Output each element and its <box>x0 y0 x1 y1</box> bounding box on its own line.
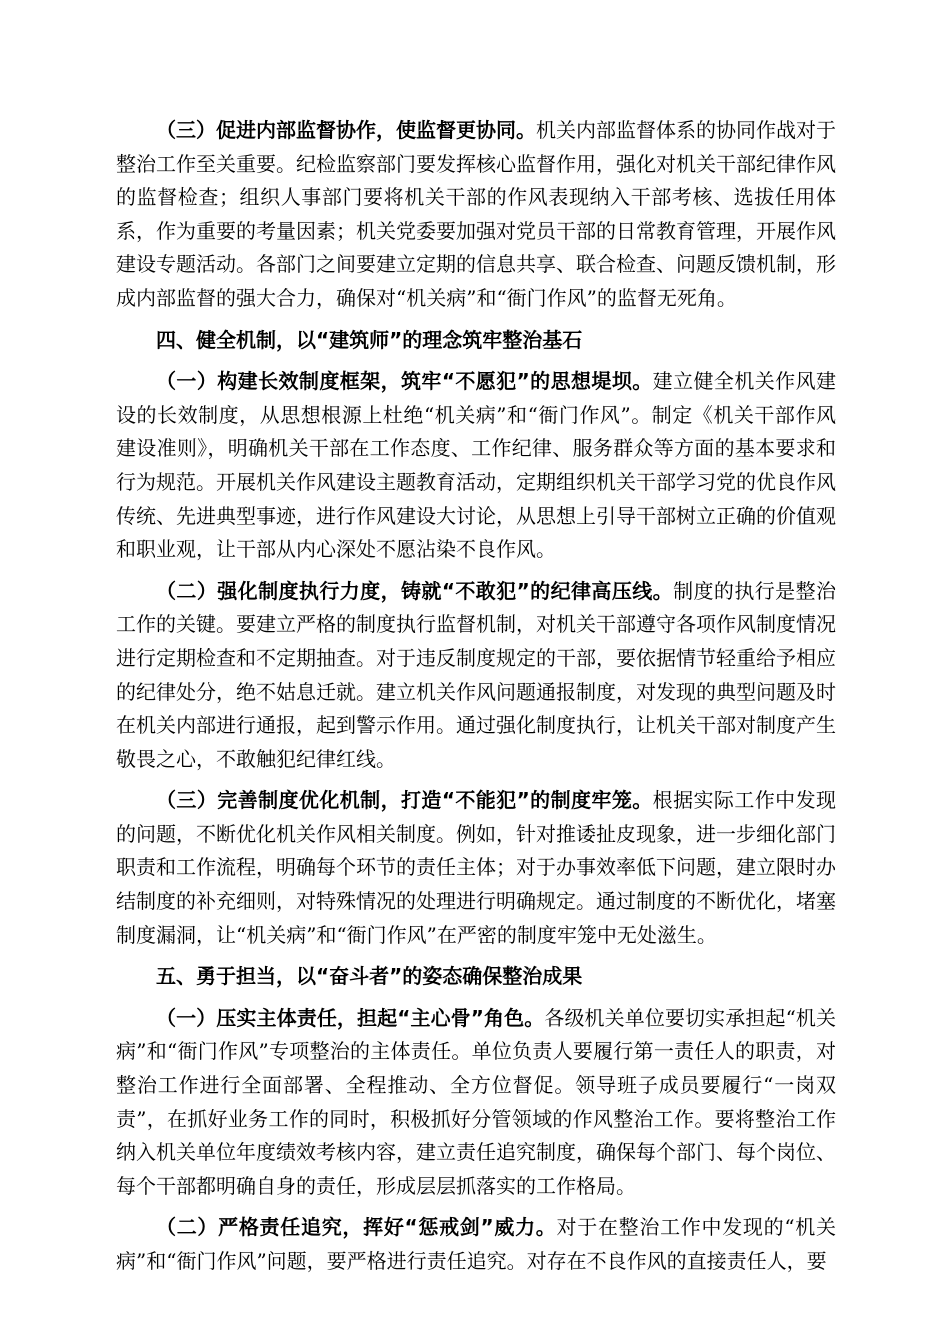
paragraph-lead: （三）促进内部监督协作，使监督更协同。 <box>156 118 536 142</box>
paragraph-lead: （一）构建长效制度框架，筑牢“不愿犯”的思想堤坝。 <box>156 369 653 394</box>
paragraph-5-1 <box>116 1002 836 1204</box>
paragraph-text: 对于在整治工作中发现的“机关病”和“衙门作风”问题，要严格进行责任追究。对存在不良作风的直接责任人，要 <box>116 1215 836 1273</box>
paragraph-lead: （二）严格责任追究，挥好“惩戒剑”威力。 <box>156 1215 557 1240</box>
paragraph-3-3 <box>116 114 836 316</box>
paragraph-4-2 <box>116 575 836 777</box>
paragraph-4-1 <box>116 365 836 567</box>
section-heading-4: 四、健全机制，以“建筑师”的理念筑牢整治基石 <box>156 327 583 352</box>
paragraph-lead: （一）压实主体责任，担起“主心骨”角色。 <box>156 1005 545 1030</box>
paragraph-text: 制度的执行是整治工作的关键。要建立严格的制度执行监督机制，对机关干部遵守各项作风制度情况进行定期检查和不定期抽查。对于违反制度规定的干部，要依据情节轻重给予相应的纪律处分，绝不姑息迁就。建立机关作风问题通报制度，对发现的典型问题及时在机关内部进行通报，起到警示作用。通过强化制度执行，让机关干部对制度产生敬畏之心，不敢触犯纪律红线。 <box>116 578 837 771</box>
paragraph-lead: （二）强化制度执行力度，铸就“不敢犯”的纪律高压线。 <box>156 578 674 603</box>
section-heading-5: 五、勇于担当，以“奋斗者”的姿态确保整治成果 <box>156 964 583 989</box>
paragraph-text: 根据实际工作中发现的问题，不断优化机关作风相关制度。例如，针对推诿扯皮现象，进一步细化部门职责和工作流程，明确每个环节的责任主体；对于办事效率低下问题，建立限时办结制度的补充细则，对特殊情况的处理进行明确规定。通过制度的不断优化，堵塞制度漏洞，让“机关病”和“衙门作风”在严密的制度牢笼中无处滋生。 <box>116 788 836 947</box>
paragraph-text: 建立健全机关作风建设的长效制度，从思想根源上杜绝“机关病”和“衙门作风”。制定《机关干部作风建设准则》，明确机关干部在工作态度、工作纪律、服务群众等方面的基本要求和行为规范。开展机关作风建设主题教育活动，定期组织机关干部学习党的优良作风传统、先进典型事迹，进行作风建设大讨论，从思想上引导干部树立正确的价值观和职业观，让干部从内心深处不愿沾染不良作风。 <box>116 369 836 562</box>
document-page <box>116 114 836 1279</box>
paragraph-lead: （三）完善制度优化机制，打造“不能犯”的制度牢笼。 <box>156 788 653 813</box>
paragraph-4-3 <box>116 784 836 952</box>
paragraph-5-2 <box>116 1211 836 1278</box>
paragraph-text: 各级机关单位要切实承担起“机关病”和“衙门作风”专项整治的主体责任。单位负责人要履行第一责任人的职责，对整治工作进行全面部署、全程推动、全方位督促。领导班子成员要履行“一岗双责”，在抓好业务工作的同时，积极抓好分管领域的作风整治工作。要将整治工作纳入机关单位年度绩效考核内容，建立责任追究制度，确保每个部门、每个岗位、每个干部都明确自身的责任，形成层层抓落实的工作格局。 <box>116 1005 836 1198</box>
paragraph-text: 机关内部监督体系的协同作战对于整治工作至关重要。纪检监察部门要发挥核心监督作用，强化对机关干部纪律作风的监督检查；组织人事部门要将机关干部的作风表现纳入干部考核、选拔任用体系，作为重要的考量因素；机关党委要加强对党员干部的日常教育管理，开展作风建设专题活动。各部门之间要建立定期的信息共享、联合检查、问题反馈机制，形成内部监督的强大合力，确保对“机关病”和“衙门作风”的监督无死角。 <box>116 118 836 310</box>
